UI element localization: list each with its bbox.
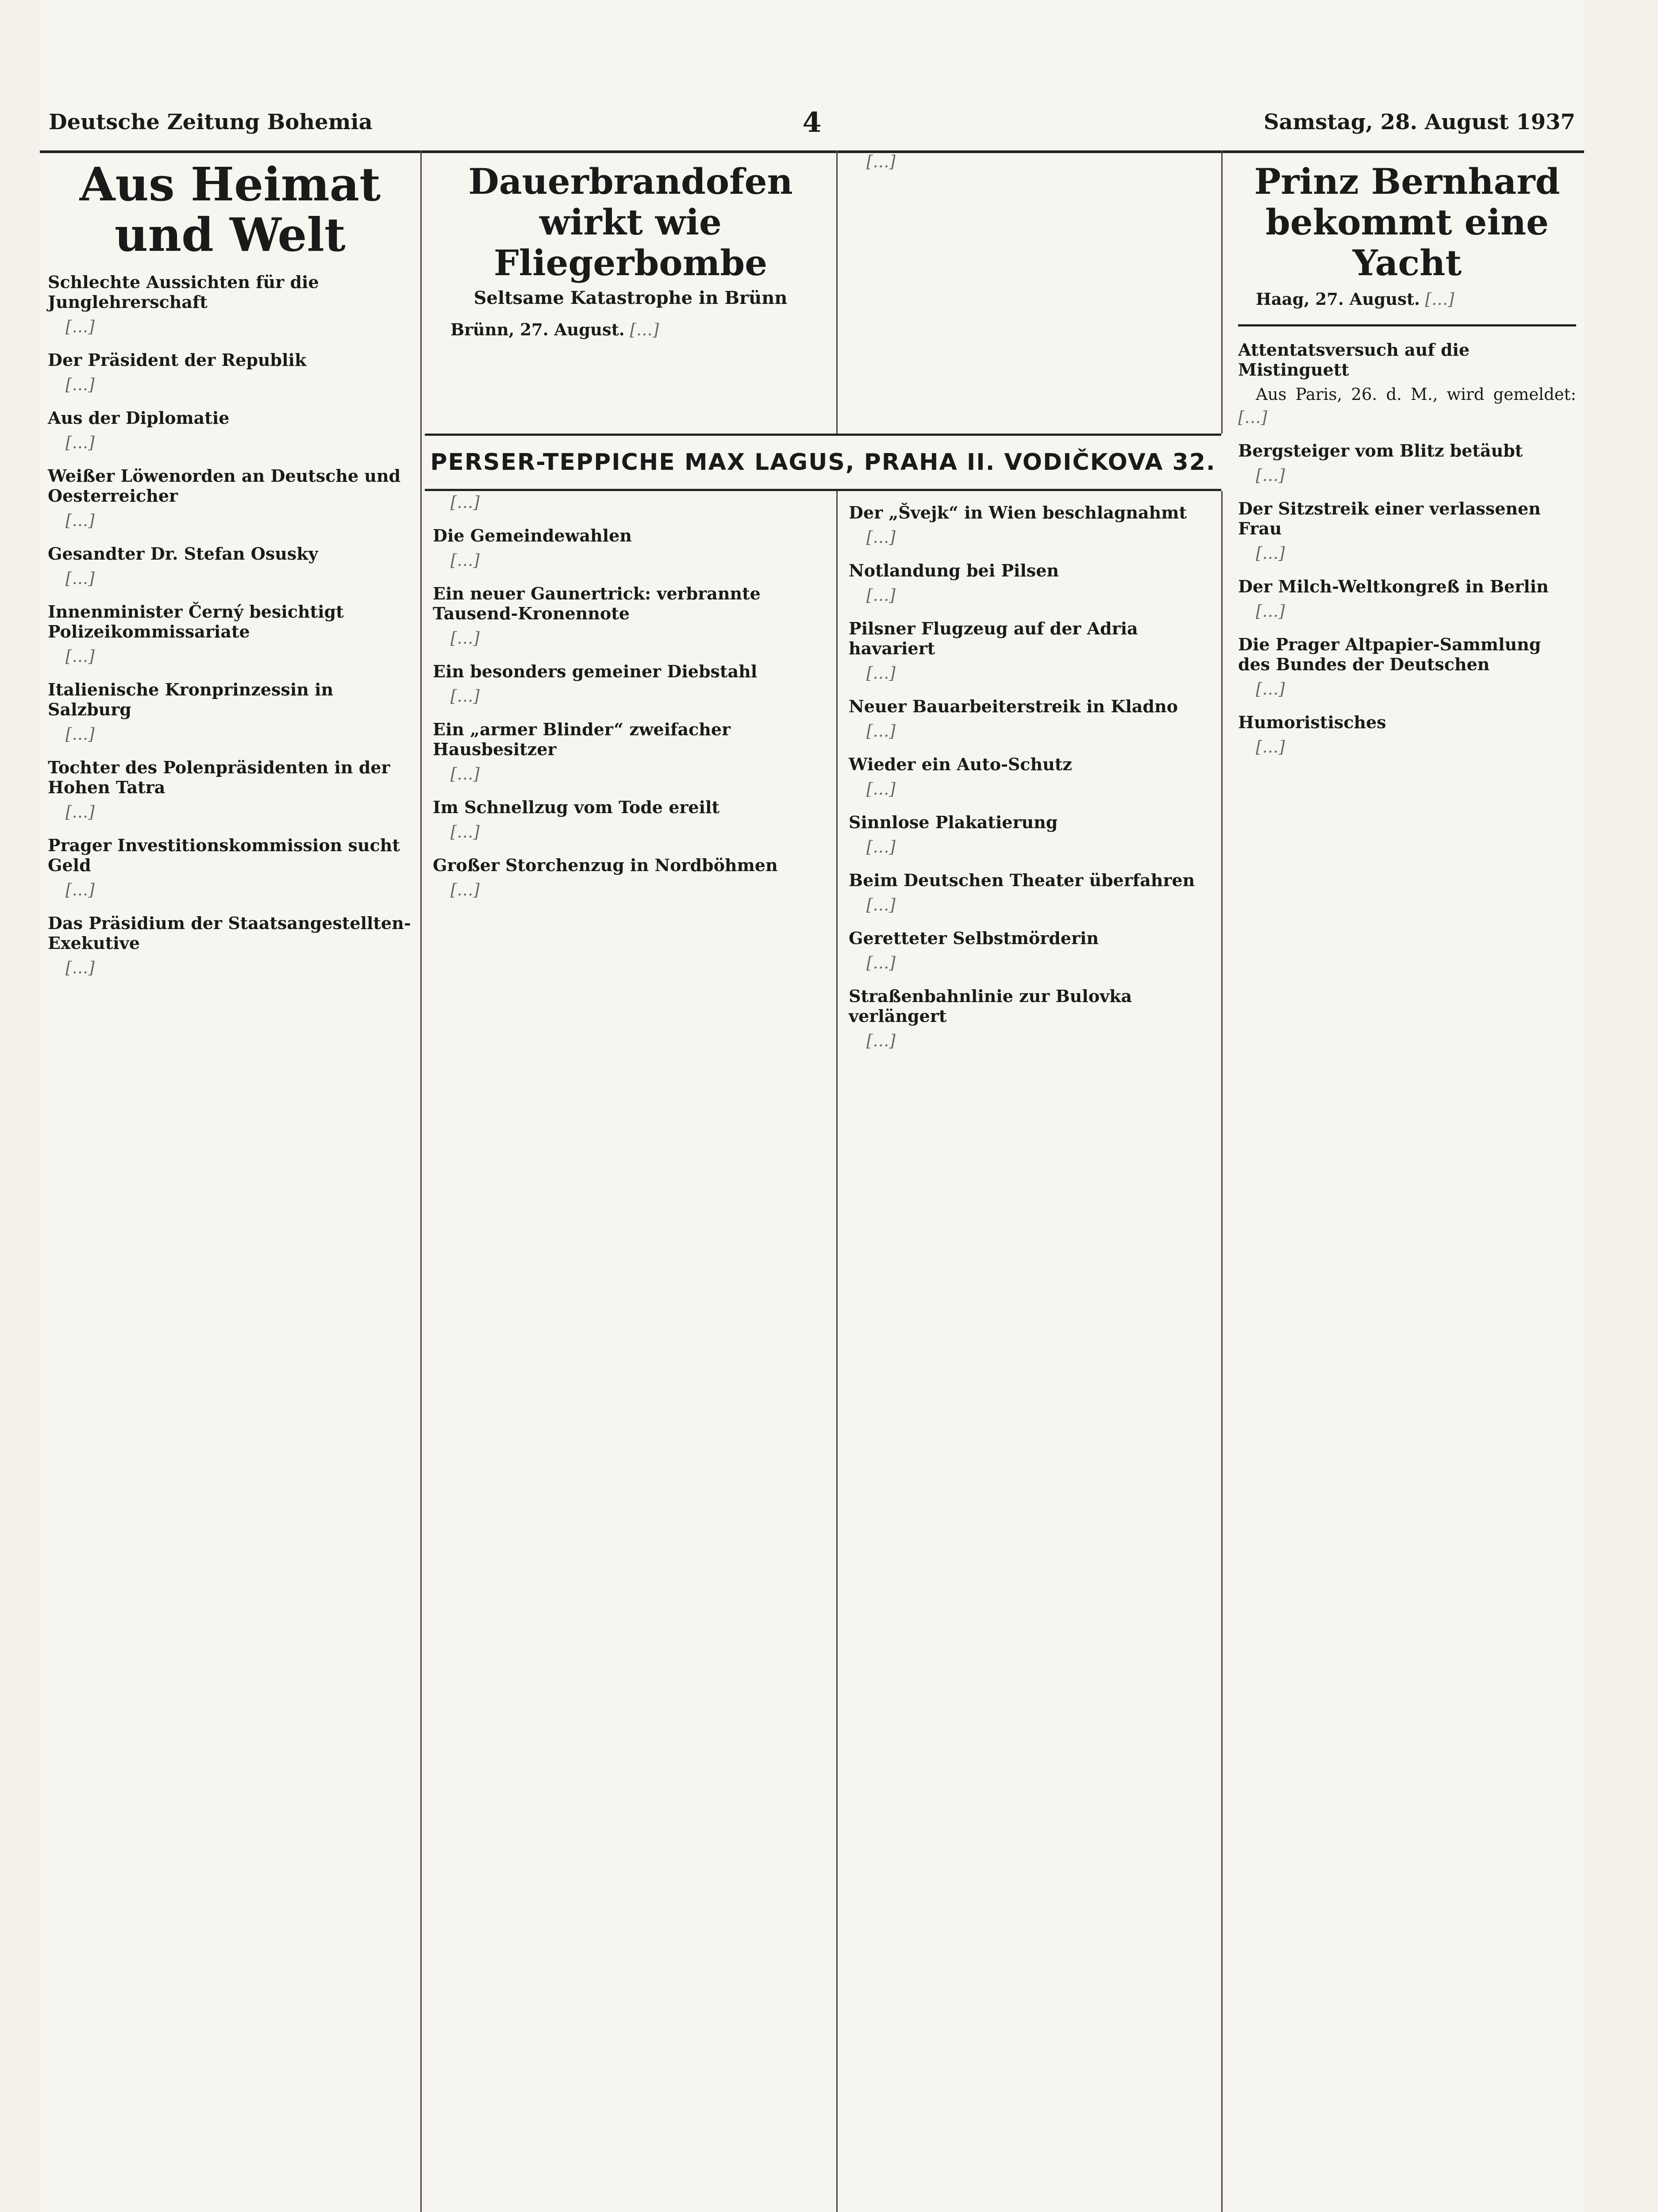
article-text: […]: [866, 780, 896, 799]
article-text: [1238, 383, 1576, 429]
headline: Prinz Bernhard bekommt eine Yacht: [1254, 161, 1560, 284]
article-heading: Der Sitzstreik einer verlassenen Frau: [1238, 499, 1541, 538]
article-heading: Großer Storchenzug in Nordböhmen: [433, 855, 778, 875]
article-heading: Ein besonders gemeiner Diebstahl: [433, 661, 758, 681]
article-heading: Das Präsidium der Staatsangestellten-Exekutive: [48, 913, 411, 953]
article-heading: Ein „armer Blinder“ zweifacher Hausbesitzer: [433, 719, 731, 759]
article-text: […]: [1256, 544, 1285, 563]
article-heading: Bergsteiger vom Blitz betäubt: [1238, 441, 1523, 461]
article-text: […]: [450, 764, 480, 783]
article-text: […]: [450, 822, 480, 841]
article-text: […]: [65, 958, 95, 977]
article-text: [1238, 288, 1576, 311]
section-title: Aus Heimat und Welt: [79, 157, 381, 262]
dateline: Brünn, 27. August.: [450, 320, 625, 339]
article-text: […]: [450, 629, 480, 648]
column-world-news: [1230, 150, 1584, 2212]
article-heading: Schlechte Aussichten für die Junglehrerschaft: [48, 272, 319, 312]
article-text: […]: [1256, 466, 1285, 485]
article-text: […]: [65, 317, 95, 336]
column-dauerbrandofen-continued: [841, 150, 1223, 434]
article-text: […]: [450, 880, 480, 899]
article-heading: Der Präsident der Republik: [48, 349, 307, 370]
masthead: [40, 102, 1584, 153]
article-text: […]: [65, 375, 95, 394]
article-heading: Attentatsversuch auf die Mistinguett: [1238, 340, 1470, 380]
article-text: […]: [65, 880, 95, 899]
article-text: […]: [866, 837, 896, 856]
column-local-news: [425, 491, 838, 2212]
issue-date: Samstag, 28. August 1937: [1263, 110, 1575, 134]
article-heading: Italienische Kronprinzessin in Salzburg: [48, 679, 334, 719]
newspaper-name: Deutsche Zeitung Bohemia: [49, 110, 373, 134]
illegible-marker: […]: [1238, 408, 1267, 427]
article-heading: Innenminister Černý besichtigt Polizeikommissariate: [48, 601, 344, 641]
article-heading: Der „Švejk“ in Wien beschlagnahmt: [849, 503, 1187, 522]
article-heading: Notlandung bei Pilsen: [849, 561, 1059, 580]
dateline: Aus Paris, 26. d. M., wird gemeldet:: [1256, 385, 1576, 404]
article-heading: Im Schnellzug vom Tode ereilt: [433, 797, 720, 817]
article-text: […]: [866, 152, 896, 171]
column-aus-heimat-und-welt: [40, 150, 422, 2212]
article-heading: Weißer Löwenorden an Deutsche und Oesterreicher: [48, 465, 401, 506]
article-heading: Sinnlose Plakatierung: [849, 812, 1058, 832]
article-text: […]: [1256, 680, 1285, 699]
article-text: […]: [866, 586, 896, 605]
article-heading: Die Prager Altpapier-Sammlung des Bundes der Deutschen: [1238, 634, 1541, 674]
article-heading: Wieder ein Auto-Schutz: [849, 754, 1072, 774]
article-heading: Der Milch-Weltkongreß in Berlin: [1238, 576, 1549, 596]
article-text: […]: [65, 511, 95, 530]
article-heading: Gesandter Dr. Stefan Osusky: [48, 543, 318, 564]
article-text: […]: [866, 664, 896, 683]
article-heading: Neuer Bauarbeiterstreik in Kladno: [849, 696, 1178, 716]
divider: [1238, 324, 1576, 326]
advertisement-banner: PERSER-TEPPICHE MAX LAGUS, PRAHA II. VODIČKOVA 32.: [425, 434, 1221, 491]
column-regional-news: [841, 491, 1223, 2212]
article-heading: Straßenbahnlinie zur Bulovka verlängert: [849, 986, 1132, 1026]
page-number: 4: [802, 106, 822, 138]
article-heading: Aus der Diplomatie: [48, 407, 230, 428]
article-heading: Geretteter Selbstmörderin: [849, 928, 1099, 948]
article-heading: Prager Investitionskommission sucht Geld: [48, 835, 400, 875]
article-text: […]: [65, 646, 95, 666]
article-heading: Ein neuer Gaunertrick: verbrannte Tausend-Kronennote: [433, 584, 761, 623]
article-text: [433, 318, 828, 342]
article-text: […]: [65, 433, 95, 452]
article-text: […]: [866, 722, 896, 741]
article-text: […]: [450, 551, 480, 570]
article-text: […]: [65, 568, 95, 588]
illegible-marker: […]: [1425, 290, 1454, 309]
article-text: […]: [450, 687, 480, 706]
headline: Dauerbrandofen wirkt wie Fliegerbombe: [468, 161, 793, 284]
illegible-marker: […]: [630, 320, 659, 339]
column-dauerbrandofen: [425, 150, 838, 434]
article-text: […]: [1256, 602, 1285, 621]
newspaper-page: [40, 0, 1584, 2212]
article-text: […]: [65, 724, 95, 744]
article-text: […]: [866, 1031, 896, 1050]
article-heading: Pilsner Flugzeug auf der Adria havariert: [849, 618, 1138, 658]
dateline: Haag, 27. August.: [1256, 289, 1420, 309]
article-heading: Die Gemeindewahlen: [433, 526, 632, 545]
article-heading: Beim Deutschen Theater überfahren: [849, 870, 1195, 890]
article-text: […]: [1256, 737, 1285, 757]
subheadline: Seltsame Katastrophe in Brünn: [473, 288, 788, 308]
article-text: […]: [65, 802, 95, 822]
article-text: […]: [866, 895, 896, 914]
article-heading: Humoristisches: [1238, 712, 1386, 732]
article-text: […]: [866, 953, 896, 972]
article-text: […]: [450, 493, 480, 512]
article-heading: Tochter des Polenpräsidenten in der Hohen Tatra: [48, 757, 390, 797]
article-text: […]: [866, 528, 896, 547]
